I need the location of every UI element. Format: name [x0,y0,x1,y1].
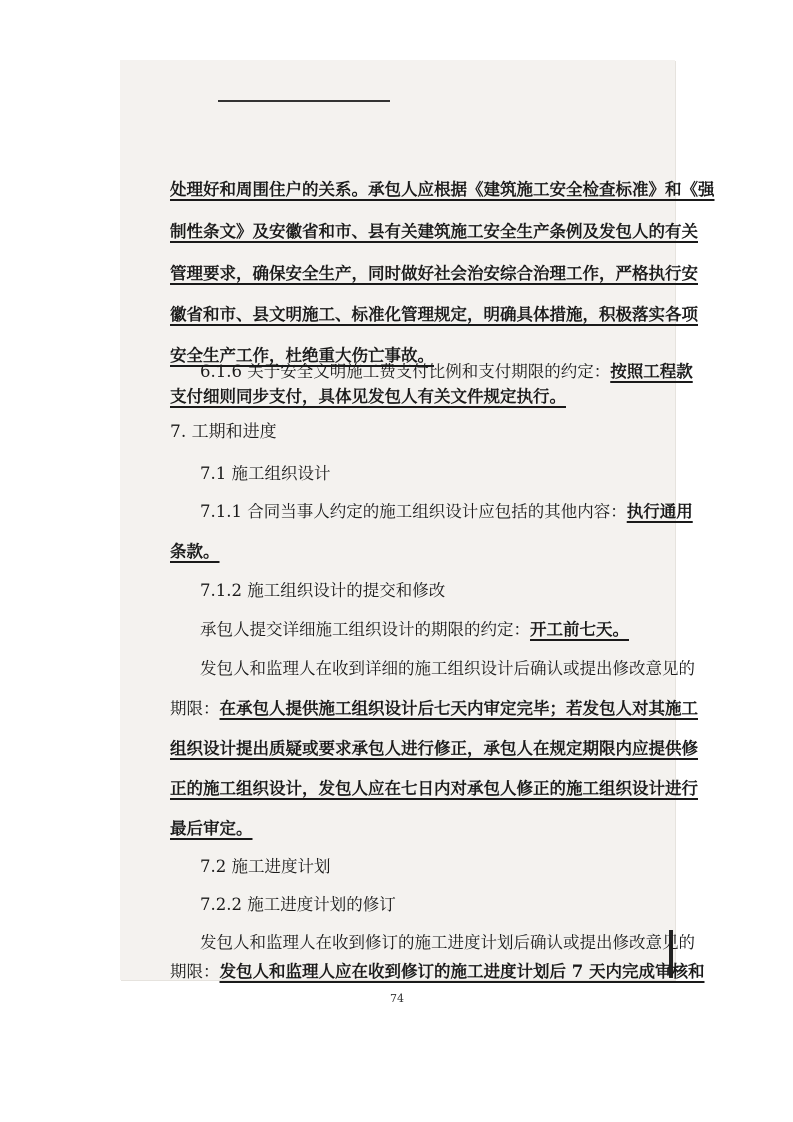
clause-line [170,960,705,984]
clause-line [200,618,680,642]
body-line: 制性条文》及安徽省和市、县有关建筑施工安全生产条例及发包人的有关 [170,222,698,241]
clause-answer: 按照工程款 [610,362,693,381]
clause-text: 期限： [170,962,220,981]
body-line: 管理要求，确保安全生产，同时做好社会治安综合治理工作，严格执行安 [170,264,698,283]
clause-line [170,697,698,721]
clause-text: 期限： [170,699,220,718]
subsection-heading: 7.2.2 施工进度计划的修订 [200,895,396,914]
body-line: 处理好和周围住户的关系。承包人应根据《建筑施工安全检查标准》和《强 [170,180,715,199]
clause-6-1-6 [200,360,693,384]
clause-text: 6.1.6 关于安全文明施工费支付比例和支付期限的约定： [200,362,611,381]
page-number: 74 [390,992,404,1005]
clause-answer: 开工前七天。 [530,620,629,639]
clause-text: 承包人提交详细施工组织设计的期限的约定： [200,620,530,639]
clause-answer: 在承包人提供施工组织设计后七天内审定完毕；若发包人对其施工 [219,699,698,718]
clause-answer-line: 正的施工组织设计，发包人应在七日内对承包人修正的施工组织设计进行 [170,779,698,798]
clause-answer-line: 最后审定。 [170,819,253,838]
clause-answer: 发包人和监理人应在收到修订的施工进度计划后 7 天内完成审核和 [219,962,705,981]
clause-text: 7.1.1 合同当事人约定的施工组织设计应包括的其他内容： [200,502,627,521]
body-line: 徽省和市、县文明施工、标准化管理规定，明确具体措施，积极落实各项 [170,305,698,324]
body-line: 安全生产工作，杜绝重大伤亡事故。 [170,346,434,365]
clause-answer-line: 条款。 [170,542,220,561]
clause-answer-line: 组织设计提出质疑或要求承包人进行修正，承包人在规定期限内应提供修 [170,739,698,758]
subsection-heading: 7.1.2 施工组织设计的提交和修改 [200,581,446,600]
section-heading: 7. 工期和进度 [170,422,277,442]
clause-answer-line: 支付细则同步支付，具体见发包人有关文件规定执行。 [170,387,566,406]
subsection-heading: 7.1 施工组织设计 [200,464,331,483]
top-rule [218,100,390,102]
clause-7-1-1 [200,500,693,524]
clause-answer: 执行通用 [626,502,693,521]
body-line: 发包人和监理人在收到详细的施工组织设计后确认或提出修改意见的 [200,659,695,678]
body-line: 发包人和监理人在收到修订的施工进度计划后确认或提出修改意见的 [200,933,695,952]
subsection-heading: 7.2 施工进度计划 [200,857,331,876]
